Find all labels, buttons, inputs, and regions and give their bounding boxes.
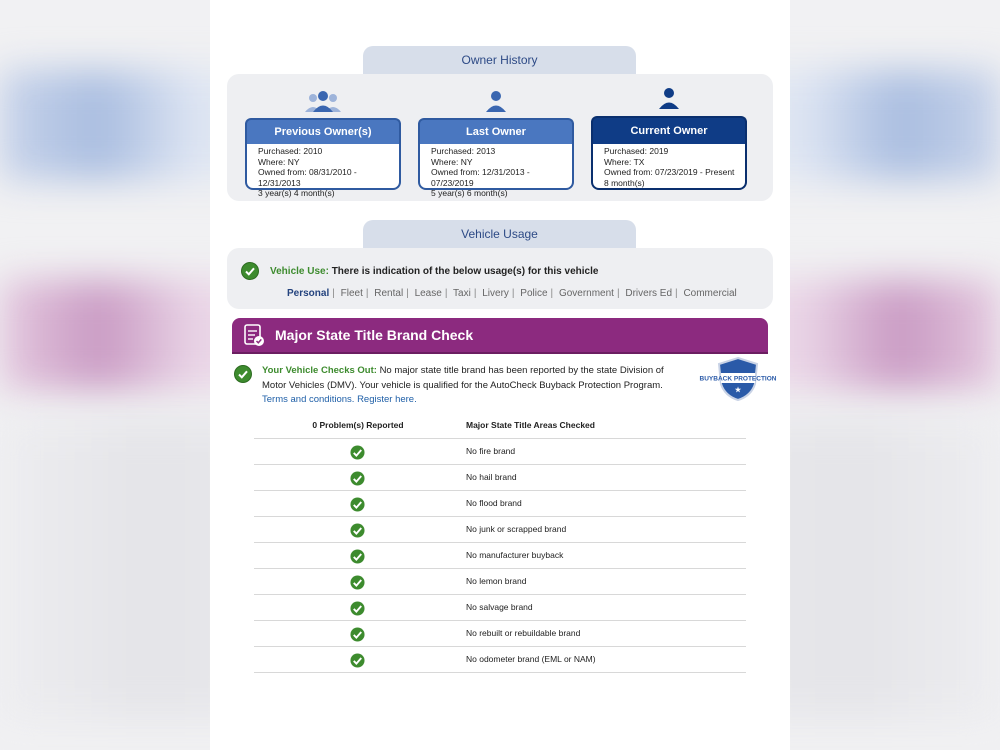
title-brand-banner xyxy=(232,318,768,354)
usage-type: Drivers Ed xyxy=(625,288,673,299)
table-body xyxy=(254,439,746,673)
usage-type: Government xyxy=(558,288,614,299)
owner-details xyxy=(418,144,574,198)
owner-where: Where: NY xyxy=(431,156,473,167)
owner-duration: 8 month(s) xyxy=(604,177,645,188)
area-checked-cell: No junk or scrapped brand xyxy=(466,524,567,534)
check-icon xyxy=(350,445,365,460)
vehicle-usage-panel xyxy=(227,248,773,309)
owner-title: Current Owner xyxy=(591,116,747,144)
area-checked-cell: No fire brand xyxy=(466,446,516,456)
table-row xyxy=(254,595,746,621)
owner-title: Previous Owner(s) xyxy=(245,118,401,144)
owner-history-panel xyxy=(227,74,773,201)
owner-purchased: Purchased: 2010 xyxy=(258,146,323,156)
table-row xyxy=(254,465,746,491)
vehicle-use-label: Vehicle Use: xyxy=(270,266,329,277)
problems-reported-header: 0 Problem(s) Reported xyxy=(312,420,404,430)
usage-type-list: Personal | Fleet | Rental | Lease | Taxi | Livery | Police | Government | Drivers Ed | Commercial xyxy=(287,288,737,299)
owner-details xyxy=(591,144,747,190)
buyback-protection-badge xyxy=(699,356,777,407)
area-checked-cell: No odometer brand (EML or NAM) xyxy=(466,654,596,664)
terms-link[interactable]: Terms and conditions. xyxy=(262,394,355,405)
check-icon xyxy=(350,523,365,538)
check-icon xyxy=(350,471,365,486)
usage-type: Rental xyxy=(374,288,404,299)
check-icon xyxy=(350,601,365,616)
owner-duration: 5 year(s) 6 month(s) xyxy=(431,188,508,198)
owner-purchased: Purchased: 2019 xyxy=(604,146,669,156)
table-row xyxy=(254,647,746,673)
table-row xyxy=(254,491,746,517)
usage-type: Police xyxy=(520,288,548,299)
area-checked-cell: No manufacturer buyback xyxy=(466,550,564,560)
usage-type: Personal xyxy=(287,288,330,299)
checks-out-label: Your Vehicle Checks Out: xyxy=(262,365,377,376)
check-icon xyxy=(350,549,365,564)
owner-owned-from: Owned from: 07/23/2019 - Present xyxy=(604,167,735,177)
usage-type: Taxi xyxy=(453,288,471,299)
checks-out-message xyxy=(262,364,682,408)
vehicle-use-text: There is indication of the below usage(s) for this vehicle xyxy=(331,266,599,277)
vehicle-use-statement xyxy=(270,266,598,277)
owner-title: Last Owner xyxy=(418,118,574,144)
area-checked-cell: No flood brand xyxy=(466,498,522,508)
report-page xyxy=(210,0,790,750)
check-icon xyxy=(350,497,365,512)
check-icon xyxy=(350,653,365,668)
vehicle-usage-tab[interactable]: Vehicle Usage xyxy=(363,220,636,248)
area-checked-cell: No rebuilt or rebuildable brand xyxy=(466,628,581,638)
owner-owned-from: Owned from: 08/31/2010 - 12/31/2013 xyxy=(258,167,357,188)
owner-duration: 3 year(s) 4 month(s) xyxy=(258,188,335,198)
owner-details xyxy=(245,144,401,198)
table-row xyxy=(254,439,746,465)
check-icon xyxy=(241,262,259,280)
owner-where: Where: TX xyxy=(604,156,645,167)
owner-purchased: Purchased: 2013 xyxy=(431,146,496,156)
person-icon xyxy=(418,88,574,114)
usage-type: Commercial xyxy=(683,288,737,299)
table-row xyxy=(254,543,746,569)
check-icon xyxy=(350,627,365,642)
usage-type: Livery xyxy=(482,288,509,299)
area-checked-cell: No hail brand xyxy=(466,472,517,482)
table-row xyxy=(254,569,746,595)
table-row xyxy=(254,621,746,647)
usage-type: Fleet xyxy=(340,288,363,299)
area-checked-cell: No salvage brand xyxy=(466,602,533,612)
register-link[interactable]: Register here. xyxy=(357,394,417,405)
badge-text: BUYBACK PROTECTION xyxy=(699,375,777,383)
people-group-icon xyxy=(245,88,401,114)
title-brand-heading: Major State Title Brand Check xyxy=(275,327,474,343)
table-row xyxy=(254,517,746,543)
person-icon xyxy=(591,85,747,111)
areas-checked-header: Major State Title Areas Checked xyxy=(466,420,595,430)
title-brand-table xyxy=(254,414,746,673)
table-header xyxy=(254,414,746,439)
owner-history-tab[interactable]: Owner History xyxy=(363,46,636,74)
usage-type: Lease xyxy=(414,288,442,299)
document-check-icon xyxy=(243,323,265,352)
owner-owned-from: Owned from: 12/31/2013 - 07/23/2019 xyxy=(431,167,530,188)
check-icon xyxy=(350,575,365,590)
checks-out-text: No major state title brand has been reported by the state Division of Motor Vehicles (DMV). Your vehicle is qualified for the AutoCheck Buyback Protection Program. xyxy=(262,365,664,391)
check-icon xyxy=(234,365,252,383)
area-checked-cell: No lemon brand xyxy=(466,576,527,586)
owner-where: Where: NY xyxy=(258,156,300,167)
svg-text:★: ★ xyxy=(734,387,742,394)
